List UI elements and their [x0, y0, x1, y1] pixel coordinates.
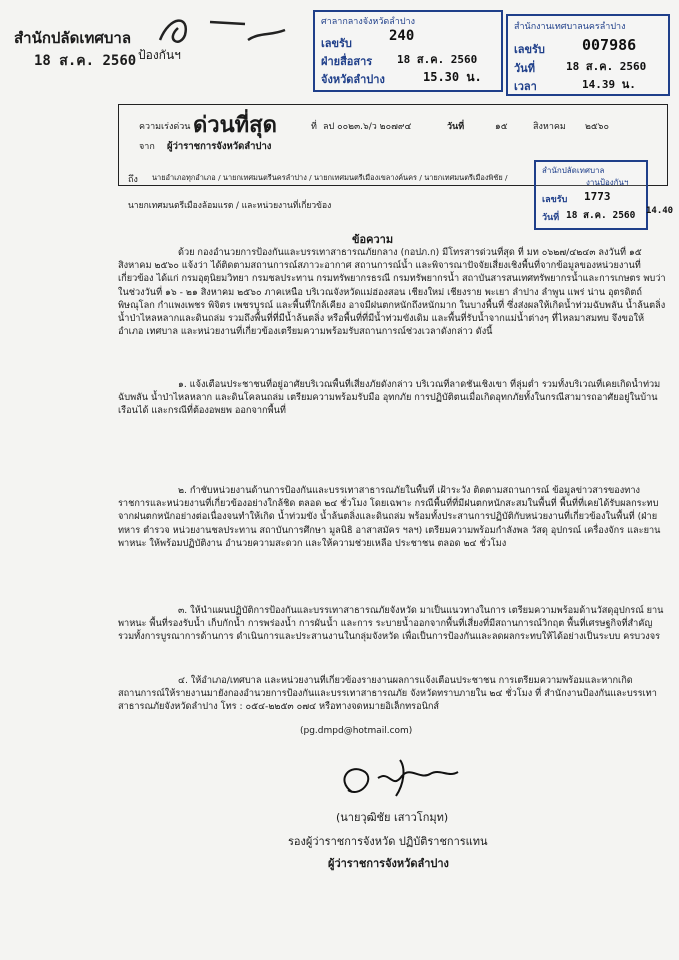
signer-position-2: ผู้ว่าราชการจังหวัดลำปาง	[328, 857, 449, 870]
paragraph-item-4: ๔. ให้อำเภอ/เทศบาล และหน่วยงานที่เกี่ยวข้องรายงานผลการแจ้งเตือนประชาชน การเตรียมความพร้อมและหากเกิดสถานการณ์ให้รายงานมายังกองอำนวยการป้องกันและบรรเทาสาธารณภัย จังหวัดทราบภายใน ๒๔ ชั่วโมง ที่ สำนักงานป้องกันและบรรเทาสาธารณภัยจังหวัดลำปาง โทร : ๐๕๔-๒๒๕๓ ๐๗๔ หรือทางจดหมายอิเล็กทรอนิกส์	[118, 675, 657, 713]
contact-email: (pg.dmpd@hotmail.com)	[300, 726, 413, 736]
to-line-2: นายกเทศมนตรีเมืองล้อมแรด / และหน่วยงานที่เกี่ยวข้อง	[128, 201, 332, 211]
office-label: สำนักปลัดเทศบาล	[14, 29, 132, 47]
ref-label: ที่	[311, 122, 317, 132]
handwritten-scribble	[150, 10, 300, 50]
handwritten-signature	[330, 750, 470, 810]
urgency-value: ด่วนที่สุด	[193, 113, 277, 138]
paragraph-item-2: ๒. กำชับหน่วยงานด้านการป้องกันและบรรเทาสาธารณภัยในพื้นที่ เฝ้าระวัง ติดตามสถานการณ์ ข้อมูลข่าวสารของทางราชการและหน่วยงานที่เกี่ยวข้องอย่างใกล้ชิด ตลอด ๒๔ ชั่วโมง โดยเฉพาะ กรณีพื้นที่ที่มีฝนตกหนักสะสมในพื้นที่ พื้นที่ที่เคยได้รับผลกระทบจากฝนตกหนักอย่างต่อเนื่องจนทำให้เกิด น้ำท่วมขัง น้ำล้นตลิ่งและดินถล่ม พร้อมทั้งประสานการปฏิบัติกับหน่วยงานที่เกี่ยวข้องในพื้นที่ (ฝ่ายทหาร ตำรวจ หน่วยงานชลประทาน สถาบันการศึกษา มูลนิธิ อาสาสมัคร ฯลฯ) เตรียมความพร้อมกำลังพล วัสดุ อุปกรณ์ เครื่องจักร และยานพาหนะ ให้พร้อมปฏิบัติงาน อำนวยความสะดวก และให้ความช่วยเหลือ ประชาชน ตลอด ๒๔ ชั่วโมง	[118, 485, 661, 549]
date-month: สิงหาคม	[533, 122, 566, 132]
paragraph-item-1: ๑. แจ้งเตือนประชาชนที่อยู่อาศัยบริเวณพื้นที่เสี่ยงภัยดังกล่าว บริเวณที่ลาดชันเชิงเขา ที่ลุ่มต่ำ รวมทั้งบริเวณที่เคยเกิดน้ำท่วมฉับพลัน น้ำป่าไหลหลาก และดินโคลนถล่ม เตรียมความพร้อมรับมือ อุทกภัย การปฏิบัติตนเมื่อเกิดอุทกภัยทั้งในกรณีสามารถอาศัยอยู่ในบ้านเรือนได้ และกรณีที่ต้องอพยพ ออกจากพื้นที่	[118, 379, 661, 417]
message-title: ข้อความ	[352, 233, 394, 246]
from-label: จาก	[139, 142, 155, 152]
prevention-label: ป้องกันฯ	[138, 48, 181, 62]
received-stamp-right: สำนักงานเทศบาลนครลำปาง เลขรับ 007986 วันที่ 18 ส.ค. 2560 เวลา 14.39 น.	[506, 14, 670, 96]
ref-value: ลป ๐๐๒๓.๖/ว ๒๐๗๙๔	[323, 122, 412, 132]
received-stamp-small: สำนักปลัดเทศบาล งานป้องกันฯ เลขรับ 1773 วันที่ 18 ส.ค. 2560	[534, 160, 648, 230]
signer-name: (นายวุฒิชัย เสาวโกมุท)	[336, 811, 449, 824]
date-label: วันที่	[447, 122, 465, 132]
date-day: ๑๕	[495, 122, 508, 132]
from-value: ผู้ว่าราชการจังหวัดลำปาง	[167, 141, 272, 152]
paragraph-intro: ด้วย กองอำนวยการป้องกันและบรรเทาสาธารณภัยกลาง (กอปภ.ก) มีโทรสารด่วนที่สุด ที่ มท ๐๖๒๗/๔๒๔๓ ลงวันที่ ๑๕ สิงหาคม ๒๕๖๐ แจ้งว่า ได้ติดตามสถานการณ์สภาวะอากาศ สถานการณ์น้ำ และพิจารณาปัจจัยเสี่ยงเชิงพื้นที่จากข้อมูลของหน่วยงานที่เกี่ยวข้อง ได้แก่ กรมอุตุนิยมวิทยา กรมชลประทาน กรมทรัพยากรธรณี กรมทรัพยากรน้ำ สถาบันสารสนเทศทรัพยากรน้ำและการเกษตร พบว่า ในช่วงวันที่ ๑๖ - ๒๑ สิงหาคม ๒๕๖๐ ภาคเหนือ บริเวณจังหวัดแม่ฮ่องสอน เชียงใหม่ เชียงราย พะเยา ลำปาง ลำพูน แพร่ น่าน อุตรดิตถ์ พิษณุโลก กำแพงเพชร พิจิตร เพชรบูรณ์ และพื้นที่ใกล้เคียง อาจมีฝนตกหนักถึงหนักมาก ในบางพื้นที่ ซึ่งส่งผลให้เกิดน้ำท่วมฉับพลัน น้ำล้นตลิ่ง น้ำป่าไหลหลากและดินถล่ม รวมถึงพื้นที่ที่มีน้ำล้นตลิ่ง หรือพื้นที่ที่มีน้ำท่วมขังเดิม และพื้นที่รับน้ำจากแม่น้ำต่างๆ ที่ไหลมาสมทบ จึงขอให้อำเภอ เทศบาล และหน่วยงานที่เกี่ยวข้องเตรียมความพร้อมรับสถานการณ์ช่วงเวลาดังกล่าว ดังนี้	[118, 247, 666, 338]
handwritten-date: 18 ส.ค. 2560	[34, 53, 137, 69]
date-year: ๒๕๖๐	[585, 122, 609, 132]
received-stamp-center: ศาลากลางจังหวัดลำปาง เลขรับ 240 ฝ่ายสื่อสาร 18 ส.ค. 2560 จังหวัดลำปาง 15.30 น.	[313, 10, 503, 92]
urgency-label: ความเร่งด่วน	[139, 122, 191, 132]
signer-position-1: รองผู้ว่าราชการจังหวัด ปฏิบัติราชการแทน	[288, 835, 488, 848]
paragraph-item-3: ๓. ให้นำแผนปฏิบัติการป้องกันและบรรเทาสาธารณภัยจังหวัด มาเป็นแนวทางในการ เตรียมความพร้อมด้านวัสดุอุปกรณ์ ยานพาหนะ พื้นที่รองรับน้ำ เก็บกักน้ำ การพร่องน้ำ การผันน้ำ และการ ระบายน้ำออกจากพื้นที่เสี่ยงที่มีสถานการณ์วิกฤต พื้นที่เศรษฐกิจที่สำคัญ รวมทั้งการบูรณาการด้านการ ดำเนินการและประสานงานในกลุ่มจังหวัด เพื่อเป็นการป้องกันและลดผลกระทบให้ได้อย่างเป็นระบบ ครบวงจร	[118, 605, 664, 643]
to-label: ถึง	[128, 175, 138, 185]
small-stamp-time: 14.40	[646, 206, 674, 216]
to-line-1: นายอำเภอทุกอำเภอ / นายกเทศมนตรีนครลำปาง / นายกเทศมนตรีเมืองเขลางค์นคร / นายกเทศมนตรีเมืองพิชัย /	[152, 173, 508, 182]
